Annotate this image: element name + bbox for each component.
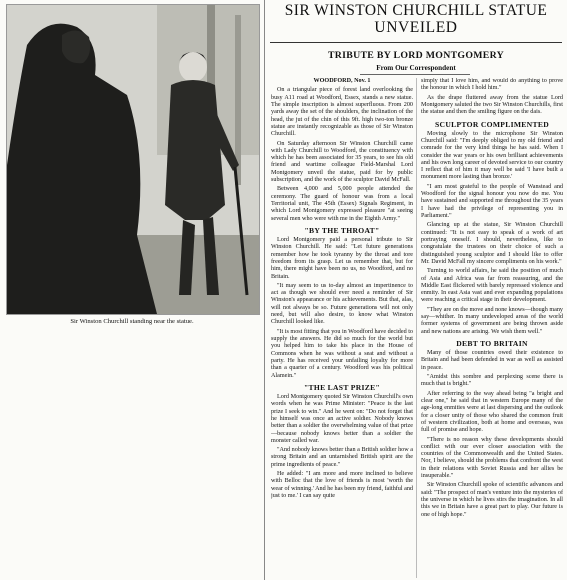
masthead-line-2: UNVEILED (374, 19, 458, 37)
paragraph: On Saturday afternoon Sir Winston Churchill came with Lady Churchill to Woodford, the constituency with which he has been associated for 35 years, to see his old friend and wartime colleague Field-Marshal Lord Montgomery unveil the statue, paid for by public subscription, and the work of the sculptor David McFall. (271, 140, 413, 184)
paragraph: "It is most fitting that you in Woodford have decided to supply the answers. He did so much for the world but you helped him to take his place in the House of Commons when he was without a seat and without a party. He has received your unfailing loyalty for more than a quarter of a century. Woodford was his political Alamein." (271, 328, 413, 379)
paragraph: "I am most grateful to the people of Wanstead and Woodford for the signal honour you now do me. You have sustained and supported me throughout the 35 years I have had the privilege of representing you in Parliament." (421, 183, 563, 220)
paragraph: Lord Montgomery paid a personal tribute to Sir Winston Churchill. He said: "Let future generations remember how he took tyranny by the throat and tore freedom from its grasp. Let us remember that, but for him, there might have been no us, no Woodford, and no Britain. (271, 236, 413, 280)
photo-caption: Sir Winston Churchill standing near the statue. (70, 318, 194, 325)
photo-statue (6, 4, 260, 315)
paragraph: "Amidst this sombre and perplexing scene there is much that is bright." (421, 374, 563, 388)
paragraph: Between 4,000 and 5,000 people attended the ceremony. The guard of honour was from a local Territorial unit, The 45th (Essex) Signals Regiment, in which Lord Montgomery expressed pleasure "at seeing several men who were with me in the Eighth Army." (271, 186, 413, 222)
masthead-rule (270, 42, 562, 43)
paragraph: Lord Montgomery quoted Sir Winston Churchill's own words when he was Prime Minister: "Peace is the last prize I seek to win." And he went on: "Do not forget that he himself was once an active soldier. Nobody knows better than a soldier the overwhelming value of that prize—because nobody knows better than a soldier the monster called war. (271, 393, 413, 444)
masthead (270, 2, 562, 43)
paragraph: Turning to world affairs, he said the position of much of Asia and Africa was far from reassuring, and the Middle East flickered with barely repressed violence and enmity. In east Asia vast and ever expanding populations were reaching a critical stage in their development. (421, 268, 563, 304)
paragraph: Glancing up at the statue, Sir Winston Churchill continued: "It is not easy to speak of a work of art portraying oneself. I should, nevertheless, like to congratulate the trustees on their choice of such a distinguished young sculptor and I should like to offer Mr. David McFall my sincere compliments on his work." (421, 222, 563, 265)
masthead-line-1: SIR WINSTON CHURCHILL STATUE (284, 2, 548, 19)
paragraph: After referring to the way ahead being "a bright and clear one," he said that in western Europe many of the age-long enmities were at last dispersing and the outlook for a closer unity of those who shared the common fruit of western civilization, both at home and overseas, was full of promise and hope. (421, 390, 563, 434)
article-column-2 (421, 78, 563, 578)
paragraph: He added: "I am more and more inclined to believe with Belloc that the love of friends is most 'worth the wear of winning.' And he has been my friend, faithful and just to me.' I can say quite (271, 471, 413, 499)
subheading: SCULPTOR COMPLIMENTED (435, 119, 549, 129)
paragraph: On a triangular piece of forest land overlooking the busy A11 road at Woodford, Essex, stands a new statue. The simple inscription is almost superfluous. From 200 yards away the set of the shoulders, the inclination of the head, the jut of the chin of this 9ft. high two-ton bronze statue are instantly recognizable as those of Sir Winston Churchill. (271, 87, 413, 138)
paragraph: "They are on the move and none knows—though many say—whither. In many undeveloped areas of the world former systems of government are being thrown aside and new nations are arising. We wish them well." (421, 306, 563, 335)
paragraph: As the drape fluttered away from the statue Lord Montgomery saluted the two Sir Winston Churchills, first the statue and then the smiling figure on the dais. (421, 94, 563, 116)
article-byline: From Our Correspondent (376, 64, 456, 72)
text-column-separator (416, 78, 417, 578)
paragraph: "There is no reason why these developments should conflict with our ever closer association with the countries of the Commonwealth and the United States. Nor, I believe, should the problems that confront the west in their relations with Soviet Russia and her allies be insuperable." (421, 436, 563, 480)
subheading: "THE LAST PRIZE" (304, 382, 380, 392)
subheading: "BY THE THROAT" (304, 225, 380, 235)
photo-image (7, 5, 259, 314)
subheading: DEBT TO BRITAIN (456, 339, 528, 349)
paragraph: simply that I love him, and would do anything to prove the honour in which I hold him." (421, 78, 563, 92)
paragraph: "And nobody knows better than a British soldier how a strong Britain and an untarnished British spirit are the prime ingredients of peace." (271, 447, 413, 468)
paragraph: "It may seem to us to-day almost an impertinence to act as though we should ever need a reminder of Sir Winston's appearance or his achievements. But that, alas, will not always be so. Future generations will not only need, but will also desire, to know what Winston Churchill looked like. (271, 282, 413, 326)
byline-rule (360, 74, 470, 75)
article-column-1 (271, 78, 413, 578)
column-divider (264, 0, 265, 580)
article-headline: TRIBUTE BY LORD MONTGOMERY (327, 50, 505, 61)
paragraph: Many of those countries owed their existence to Britain and had been defended in war as well as assisted in peace. (421, 350, 563, 371)
paragraph: Sir Winston Churchill spoke of scientific advances and said: "The prospect of man's venture into the mysteries of the universe in which he lives stirs the imagination. In all this we in Britain have a great part to play. Our future is one of high hope." (421, 482, 563, 518)
paragraph: WOODFORD, Nov. 1 (313, 78, 371, 84)
paragraph: Moving slowly to the microphone Sir Winston Churchill said: "I'm deeply obliged to my old friend and comrade for the very kind things he has said. When I consider the war years or his own brilliant achievements and his own long career of devoted service to our country I reflect that of him it may well be said 'I have built a monument more lasting than bronze.' (421, 130, 563, 181)
